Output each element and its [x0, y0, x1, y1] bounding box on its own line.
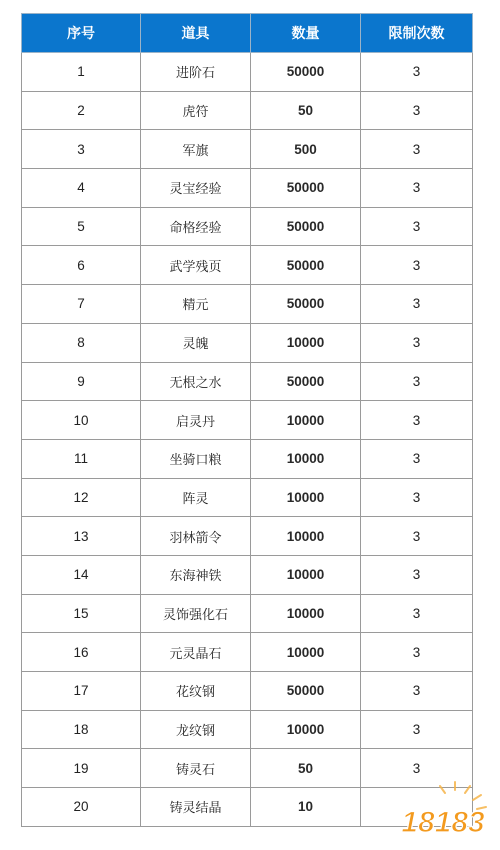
row-item-cell: 龙纹钢 [141, 710, 251, 749]
row-quantity-cell: 50000 [251, 207, 361, 246]
row-item-cell: 虎符 [141, 91, 251, 130]
table-row [22, 478, 473, 517]
table-row [22, 672, 473, 711]
row-quantity-cell: 10000 [251, 555, 361, 594]
row-limit-cell: 3 [361, 517, 473, 556]
table-row [22, 594, 473, 633]
row-quantity-cell: 50000 [251, 53, 361, 92]
row-quantity-cell: 10000 [251, 439, 361, 478]
table-row [22, 130, 473, 169]
row-item-cell: 命格经验 [141, 207, 251, 246]
row-limit-cell: 3 [361, 53, 473, 92]
row-index-cell: 1 [22, 53, 141, 92]
table-row [22, 517, 473, 556]
row-limit-cell: 3 [361, 478, 473, 517]
table-body [22, 53, 473, 827]
row-item-cell: 灵魄 [141, 323, 251, 362]
row-item-cell: 灵宝经验 [141, 169, 251, 208]
row-limit-cell: 3 [361, 633, 473, 672]
row-item-cell: 坐骑口粮 [141, 439, 251, 478]
row-index-cell: 13 [22, 517, 141, 556]
row-limit-cell: 3 [361, 207, 473, 246]
table-row [22, 323, 473, 362]
row-index-cell: 16 [22, 633, 141, 672]
header-index: 序号 [22, 14, 141, 53]
row-quantity-cell: 10000 [251, 478, 361, 517]
row-quantity-cell: 10000 [251, 710, 361, 749]
item-table [21, 13, 473, 827]
row-quantity-cell: 50000 [251, 285, 361, 324]
row-index-cell: 20 [22, 788, 141, 827]
row-limit-cell: 3 [361, 285, 473, 324]
table-row [22, 401, 473, 440]
row-index-cell: 7 [22, 285, 141, 324]
row-item-cell: 无根之水 [141, 362, 251, 401]
header-limit: 限制次数 [361, 14, 473, 53]
row-quantity-cell: 50000 [251, 362, 361, 401]
row-index-cell: 14 [22, 555, 141, 594]
table-row [22, 207, 473, 246]
row-quantity-cell: 50000 [251, 246, 361, 285]
row-item-cell: 精元 [141, 285, 251, 324]
table-row [22, 91, 473, 130]
row-limit-cell: 3 [361, 130, 473, 169]
row-item-cell: 进阶石 [141, 53, 251, 92]
logo-text: 18183 [401, 806, 485, 839]
row-quantity-cell: 50000 [251, 672, 361, 711]
row-limit-cell: 3 [361, 246, 473, 285]
table-row [22, 362, 473, 401]
row-quantity-cell: 10000 [251, 594, 361, 633]
header-item: 道具 [141, 14, 251, 53]
row-index-cell: 5 [22, 207, 141, 246]
table-row [22, 710, 473, 749]
row-index-cell: 8 [22, 323, 141, 362]
row-item-cell: 花纹钢 [141, 672, 251, 711]
logo-rays-icon [440, 782, 486, 809]
row-limit-cell: 3 [361, 323, 473, 362]
row-index-cell: 17 [22, 672, 141, 711]
row-limit-cell: 3 [361, 555, 473, 594]
site-logo-watermark [393, 780, 493, 846]
row-quantity-cell: 10000 [251, 401, 361, 440]
row-index-cell: 18 [22, 710, 141, 749]
row-index-cell: 10 [22, 401, 141, 440]
table-row [22, 555, 473, 594]
item-table-container [21, 13, 472, 827]
row-index-cell: 2 [22, 91, 141, 130]
row-limit-cell: 3 [361, 401, 473, 440]
table-header [22, 14, 473, 53]
table-row [22, 53, 473, 92]
row-index-cell: 11 [22, 439, 141, 478]
row-item-cell: 阵灵 [141, 478, 251, 517]
row-item-cell: 东海神铁 [141, 555, 251, 594]
row-limit-cell: 3 [361, 439, 473, 478]
table-row [22, 169, 473, 208]
row-item-cell: 铸灵石 [141, 749, 251, 788]
row-item-cell: 羽林箭令 [141, 517, 251, 556]
row-quantity-cell: 10 [251, 788, 361, 827]
row-limit-cell: 3 [361, 749, 473, 788]
header-row [22, 14, 473, 53]
row-item-cell: 启灵丹 [141, 401, 251, 440]
header-quantity: 数量 [251, 14, 361, 53]
row-limit-cell: 3 [361, 362, 473, 401]
row-quantity-cell: 10000 [251, 323, 361, 362]
row-index-cell: 12 [22, 478, 141, 517]
row-index-cell: 4 [22, 169, 141, 208]
row-quantity-cell: 50 [251, 749, 361, 788]
row-index-cell: 19 [22, 749, 141, 788]
row-quantity-cell: 500 [251, 130, 361, 169]
table-row [22, 285, 473, 324]
table-row [22, 439, 473, 478]
row-quantity-cell: 50 [251, 91, 361, 130]
row-item-cell: 铸灵结晶 [141, 788, 251, 827]
row-item-cell: 武学残页 [141, 246, 251, 285]
row-limit-cell: 3 [361, 594, 473, 633]
row-item-cell: 军旗 [141, 130, 251, 169]
row-item-cell: 元灵晶石 [141, 633, 251, 672]
row-quantity-cell: 50000 [251, 169, 361, 208]
row-limit-cell: 3 [361, 91, 473, 130]
row-quantity-cell: 10000 [251, 633, 361, 672]
row-item-cell: 灵饰强化石 [141, 594, 251, 633]
row-index-cell: 15 [22, 594, 141, 633]
table-row [22, 633, 473, 672]
row-limit-cell: 3 [361, 672, 473, 711]
row-index-cell: 9 [22, 362, 141, 401]
row-index-cell: 6 [22, 246, 141, 285]
row-limit-cell: 3 [361, 169, 473, 208]
table-row [22, 246, 473, 285]
row-quantity-cell: 10000 [251, 517, 361, 556]
row-limit-cell: 3 [361, 710, 473, 749]
row-index-cell: 3 [22, 130, 141, 169]
